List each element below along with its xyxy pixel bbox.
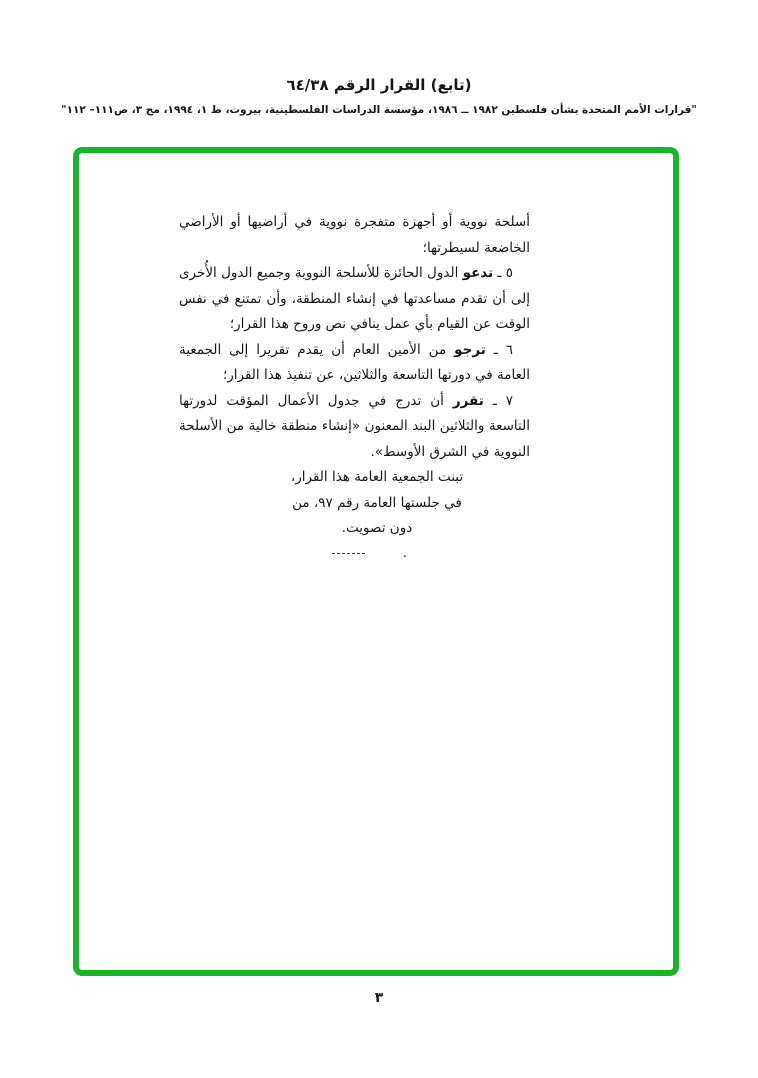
adoption-note-line: دون تصويت. — [341, 520, 413, 536]
adoption-note — [179, 465, 530, 542]
end-separator — [179, 547, 530, 561]
adoption-note-line: في جلستها العامة رقم ٩٧، من — [292, 494, 462, 511]
item-text: من الأمين العام أن يقدم تقريرا إلى الجمعية العامة في دورتها التاسعة والثلاثين، عن تنفيذ هذا القرار؛ — [179, 341, 530, 383]
item-operative-verb: ترجو — [454, 341, 486, 358]
item-operative-verb: تقرر — [452, 392, 484, 409]
item-number: ٥ ـ — [493, 265, 513, 281]
item-number: ٧ ـ — [483, 392, 513, 409]
paragraph-item-6 — [179, 338, 530, 389]
separator-dot: . — [402, 545, 408, 561]
source-citation: "قرارات الأمم المتحدة بشأن فلسطين ١٩٨٢ ــ ١٩٨٦، مؤسسة الدراسات الفلسطينية، بيروت، ط ١، ١٩٩٤، مج ٣، ص١١١– ١١٢" — [61, 104, 697, 116]
resolution-text-block — [179, 210, 530, 561]
item-operative-verb: تدعو — [462, 265, 494, 281]
adoption-note-line: تبنت الجمعية العامة هذا القرار، — [290, 469, 464, 485]
page-title: (تابع) القرار الرقم ٦٤/٣٨ — [286, 76, 472, 94]
page-number: ٣ — [374, 990, 384, 1006]
paragraph-continuation — [179, 210, 530, 261]
item-text: أن تدرج في جدول الأعمال المؤقت لدورتها التاسعة والثلاثين البند المعنون «إنشاء منطقة خالية من الأسلحة النووية في الشرق الأوسط». — [179, 392, 530, 460]
paragraph-text: أسلحة نووية أو أجهزة متفجرة نووية في أراضيها أو الأراضي الخاضعة لسيطرتها؛ — [179, 214, 530, 256]
separator-dash-line — [332, 553, 365, 554]
paragraph-item-7 — [179, 389, 530, 466]
item-text: الدول الحائزة للأسلحة النووية وجميع الدول الأُخرى إلى أن تقدم مساعدتها في إنشاء المنطقة، وأن تمتنع في نفس الوقت عن القيام بأي عمل ينافي نص وروح هذا القرار؛ — [178, 265, 530, 332]
item-number: ٦ ـ — [485, 341, 513, 358]
green-border-frame — [73, 147, 679, 976]
paragraph-item-5 — [179, 261, 530, 338]
